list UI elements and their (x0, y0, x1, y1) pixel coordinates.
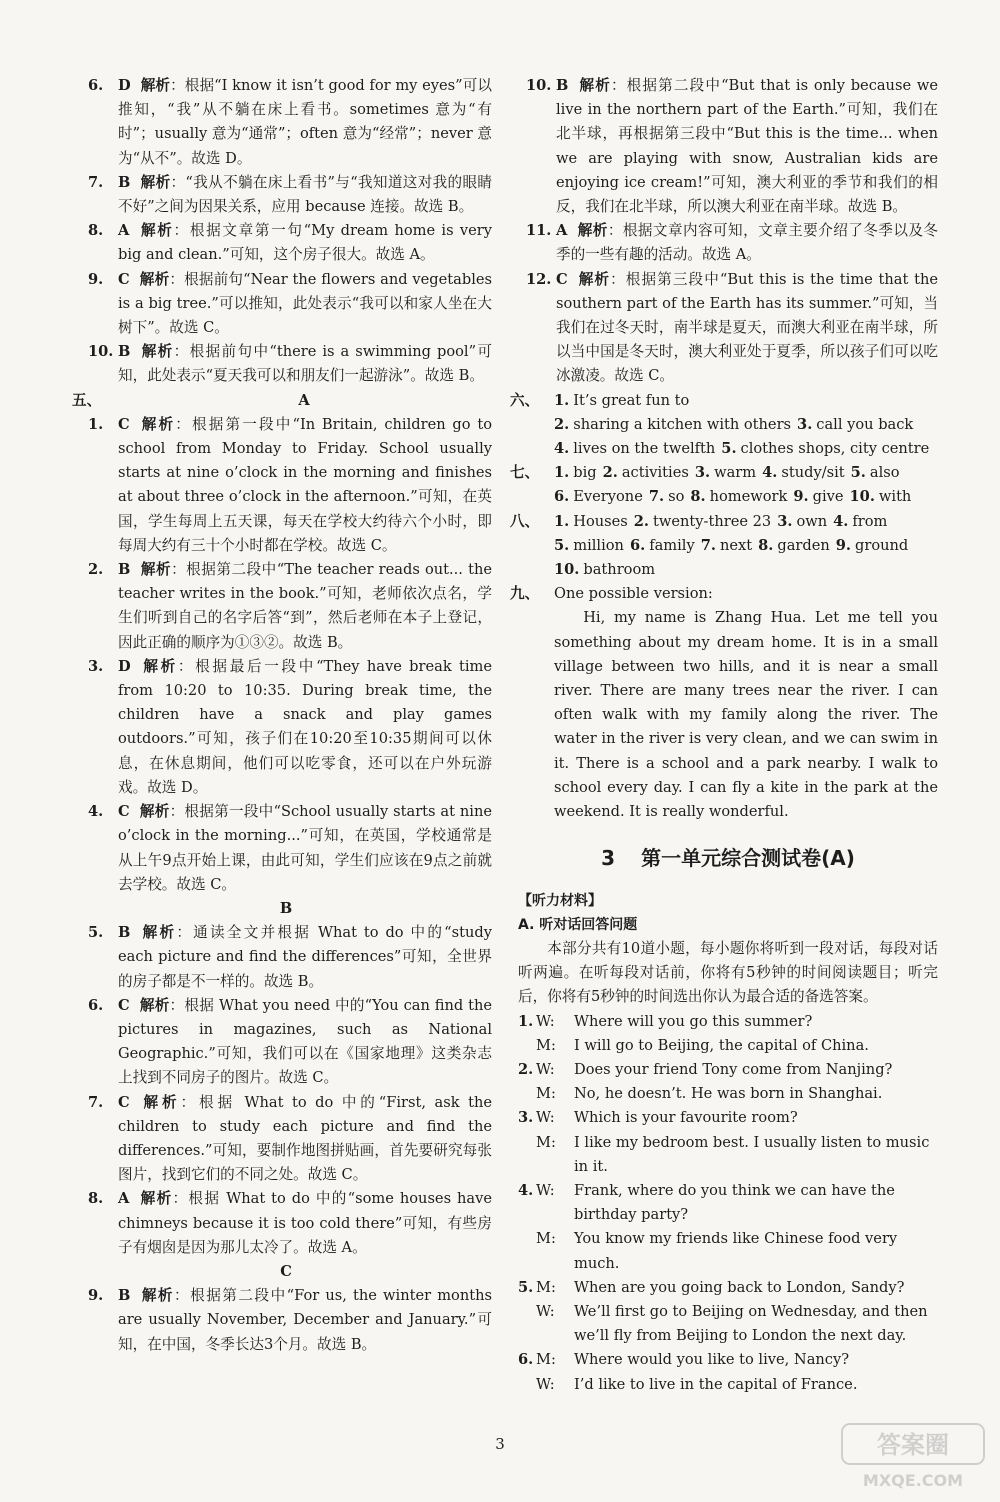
short-answer-text: so (668, 488, 685, 506)
left-column (72, 74, 492, 1357)
dialog-line (536, 1179, 938, 1227)
dialog-line (536, 1373, 938, 1397)
section-mark: 五、 (72, 391, 102, 409)
short-answer (554, 510, 628, 534)
item-number: 7. (88, 1093, 104, 1111)
short-answer-number: 4. (554, 440, 570, 458)
short-answer (690, 485, 787, 509)
short-answer (649, 485, 685, 509)
answer-item (80, 413, 492, 558)
analysis-text: ：根据第二段中“But that is only because we live in the northern part of the Earth.”可知，我们在北半球，再根据第三段中“But this is the time... when we are playing with snow, Australian kids are enjoying ice cream!”可知，澳大利亚的季节和我们的相反，我们在北半球，所以澳大利亚在南半球。故选 B。 (556, 77, 938, 216)
short-answer-number: 3. (797, 415, 813, 433)
answer-item (80, 268, 492, 341)
analysis-text: ：根据第二段中“For us, the winter months are usually November, December and January.”可知，在中国，冬季长达3个月。故选 B。 (118, 1287, 492, 1353)
listening-intro: 本部分共有10道小题，每小题你将听到一段对话，每段对话听两遍。在听每段对话前，你将有5秒钟的时间阅读题目；听完后，你将有5秒钟的时间选出你认为最合适的备选答案。 (518, 939, 938, 1006)
answer-letter: C (118, 1093, 130, 1111)
answer-item (80, 1284, 492, 1357)
speaker-label: M: (536, 1133, 556, 1151)
part-label-b: B (279, 899, 293, 917)
dialog-text: When are you going back to London, Sandy? (574, 1278, 905, 1296)
analysis-label: 解析 (140, 657, 178, 675)
answer-letter: A (556, 222, 568, 240)
short-answer (554, 558, 655, 582)
section-mark: 六、 (510, 391, 540, 409)
answer-list-part-b (80, 921, 492, 1260)
answer-letter: A (118, 1190, 130, 1208)
item-number: 8. (88, 1190, 104, 1208)
short-answer-number: 6. (554, 488, 570, 506)
answer-letter: D (118, 77, 131, 94)
answer-letter: C (118, 270, 130, 288)
short-answer-number: 8. (690, 488, 706, 506)
short-answer-text: ground (855, 536, 909, 554)
dialog-text: Where would you like to live, Nancy? (574, 1351, 850, 1369)
part-label-a: A (298, 391, 310, 409)
short-answer-number: 3. (777, 512, 793, 530)
short-answer-number: 7. (700, 536, 716, 554)
short-answer-text: Everyone (573, 488, 643, 506)
short-answer-number: 10. (849, 488, 875, 506)
item-number: 11. (526, 222, 552, 240)
dialog-number: 4. (518, 1181, 534, 1199)
analysis-text: ：根据 What to do 中的“First, ask the children to study each picture and find the differences.”可知，要制作地图拼贴画，首先要研究每张图片，找到它们的不同之处。故选 C。 (118, 1093, 492, 1184)
analysis-label: 解析 (140, 343, 174, 361)
short-answer (850, 485, 912, 509)
dialog-item (518, 1010, 938, 1058)
answer-item (80, 558, 492, 655)
short-answer-text: call you back (816, 415, 914, 433)
analysis-label: 解析 (139, 1190, 173, 1208)
dialog-number: 1. (518, 1012, 534, 1030)
short-answer (630, 534, 695, 558)
analysis-text: ：根据文章内容可知，文章主要介绍了冬季以及冬季的一些有趣的活动。故选 A。 (556, 222, 938, 264)
analysis-text: ：根据第三段中“But this is the time that the southern part of the Earth has its summer.”可知，当我们在过冬天时，南半球是夏天，而澳大利亚在南半球，所以当中国是冬天时，澳大利亚处于夏季，所以孩子们可以吃冰激凌。故选 C。 (556, 270, 938, 385)
analysis-label: 解析 (139, 270, 170, 288)
short-answer-number: 5. (554, 536, 570, 554)
dialog-item (518, 1348, 938, 1396)
analysis-text: ：“我从不躺在床上看书”与“我知道这对我的眼睛不好”之间为因果关系，应用 because 连接。故选 B。 (118, 173, 492, 216)
short-answer-number: 1. (554, 464, 570, 482)
speaker-label: W: (536, 1060, 555, 1078)
item-number: 10. (88, 343, 114, 361)
analysis-text: ：根据第二段中“The teacher reads out... the teacher writes in the book.”可知，老师依次点名，学生们听到自己的名字后答“到”，然后老师在本子上登记，因此正确的顺序为①③②。故选 B。 (118, 561, 492, 651)
dialog-text: I will go to Beijing, the capital of China. (574, 1036, 869, 1054)
dialog-number: 5. (518, 1278, 534, 1296)
speaker-label: M: (536, 1278, 556, 1296)
analysis-label: 解析 (577, 270, 611, 288)
short-answer-text: with (878, 488, 912, 506)
watermark-line1: 答案圈 (877, 1431, 949, 1459)
short-answer-text: also (869, 464, 900, 482)
speaker-label: W: (536, 1109, 555, 1127)
short-answer-text: million (573, 536, 624, 554)
dialog-text: I’d like to live in the capital of France. (574, 1375, 858, 1393)
analysis-text: ：根据最后一段中“They have break time from 10:20 to 10:35. During break time, the children have a snack and play games outdoors.”可知，孩子们在10:20至10:35期间可以休息，在休息期间，他们可以吃零食，还可以在户外玩游戏。故选 D。 (118, 657, 492, 796)
dialog-line (536, 1106, 938, 1130)
item-number: 12. (526, 270, 552, 288)
answer-item (80, 994, 492, 1091)
analysis-label: 解析 (578, 77, 611, 94)
answer-item (518, 268, 938, 389)
section-mark: 九、 (510, 585, 540, 603)
short-answer-text: big (573, 464, 597, 482)
short-answer-text: bathroom (583, 561, 656, 579)
answer-letter: B (118, 561, 131, 579)
item-number: 8. (88, 222, 104, 240)
answer-item (80, 1091, 492, 1188)
short-answer-number: 10. (554, 561, 580, 579)
item-number: 4. (88, 803, 104, 821)
dialog-item (518, 1106, 938, 1179)
dialog-number: 2. (518, 1060, 534, 1078)
analysis-label: 解析 (139, 222, 174, 240)
answer-list-part-a (80, 413, 492, 897)
dialog-text: Frank, where do you think we can have the birthday party? (574, 1181, 895, 1224)
dialog-text: Does your friend Tony come from Nanjing? (574, 1060, 893, 1078)
short-answer-text: Houses (573, 512, 628, 530)
dialog-text: No, he doesn’t. He was born in Shanghai. (574, 1085, 883, 1103)
short-answer (777, 510, 827, 534)
short-answer-text: give (812, 488, 844, 506)
speaker-label: M: (536, 1230, 556, 1248)
short-answer (836, 534, 909, 558)
short-answer-text: sharing a kitchen with others (573, 415, 792, 433)
short-answer-number: 2. (602, 464, 618, 482)
item-number: 6. (88, 77, 104, 94)
analysis-label: 解析 (139, 996, 170, 1014)
short-answer-text: homework (709, 488, 788, 506)
short-answer-text: from (852, 512, 888, 530)
short-answer-number: 1. (554, 512, 570, 530)
short-answer (851, 461, 900, 485)
short-answer (554, 389, 689, 413)
answer-letter: B (118, 173, 131, 191)
short-answer-text: It’s great fun to (573, 391, 690, 409)
dialog-line (536, 1131, 938, 1179)
dialog-text: Which is your favourite room? (574, 1109, 798, 1127)
short-answer (793, 485, 843, 509)
answer-letter: C (118, 415, 130, 433)
dialog-line (536, 1058, 938, 1082)
short-answer (554, 534, 624, 558)
analysis-text: ：根据前句“Near the flowers and vegetables is a big tree.”可以推知，此处表示“我可以和家人坐在大树下”。故选 C。 (118, 270, 492, 337)
analysis-label: 解析 (577, 222, 608, 240)
answer-letter: B (118, 343, 131, 361)
short-answer-number: 9. (793, 488, 809, 506)
item-number: 9. (88, 1287, 104, 1305)
answer-letter: D (118, 657, 131, 675)
answer-item (80, 655, 492, 800)
item-number: 1. (88, 415, 104, 433)
dialog-number: 6. (518, 1351, 534, 1369)
answer-item (80, 171, 492, 219)
short-answer (554, 461, 597, 485)
test-title (518, 846, 938, 870)
listening-subhead: A. 听对话回答问题 (518, 916, 638, 933)
short-answer-number: 4. (762, 464, 778, 482)
analysis-text: ：根据第一段中“School usually starts at nine o’clock in the morning...”可知，在英国，学校通常是从上午9点开始上课，由此可知，学生们应该在9点之前就去学校。故选 C。 (118, 803, 492, 893)
page-number: 3 (495, 1435, 505, 1453)
short-answer-number: 7. (648, 488, 665, 506)
short-answer (603, 461, 689, 485)
item-number: 5. (88, 924, 104, 942)
section-seven-items (554, 461, 938, 509)
short-answer (554, 485, 643, 509)
watermark-line2: MXQE.COM (862, 1471, 964, 1490)
dialog-line (536, 1010, 938, 1034)
short-answer-text: warm (714, 464, 757, 482)
item-number: 2. (88, 561, 104, 579)
watermark-logo (838, 1420, 988, 1492)
short-answer-number: 3. (694, 464, 711, 482)
dialog-text: You know my friends like Chinese food very much. (574, 1230, 898, 1272)
analysis-text: ：根据第一段中“In Britain, children go to school from Monday to Friday. School usually starts at nine o’clock in the morning and finishes at about three o’clock in the afternoon.”可知，在英国，学生每周上五天课，每天在学校大约待六个小时，即每周大约有三十个小时都在学校。故选 C。 (118, 415, 492, 554)
analysis-label: 解析 (140, 77, 171, 94)
analysis-text: ：根据“I know it isn’t good for my eyes”可以推知，“我”从不躺在床上看书。sometimes 意为“有时”；usually 意为“通常”；often 意为“经常”；never 意为“从不”。故选 D。 (118, 77, 492, 167)
answer-letter: C (556, 270, 568, 288)
answer-letter: C (118, 996, 130, 1014)
essay-heading: One possible version: (554, 585, 713, 603)
short-answer-text: study/sit (781, 464, 845, 482)
dialog-list (518, 1010, 938, 1397)
analysis-label: 解析 (140, 173, 171, 191)
short-answer-text: own (796, 512, 828, 530)
short-answer (797, 413, 913, 437)
analysis-text: ：根据文章第一句“My dream home is very big and clean.”可知，这个房子很大。故选 A。 (118, 222, 492, 264)
answer-letter: B (118, 1287, 131, 1305)
short-answer-text: clothes shops, city centre (740, 440, 930, 458)
short-answer-number: 9. (835, 536, 852, 554)
dialog-number: 3. (518, 1109, 534, 1127)
speaker-label: M: (536, 1036, 556, 1054)
short-answer-number: 4. (833, 512, 849, 530)
title-number: 3 (601, 846, 616, 871)
short-answer-number: 5. (850, 464, 866, 482)
short-answer (634, 510, 771, 534)
listening-tag: 【听力材料】 (518, 892, 602, 909)
analysis-text: ：根据 What to do 中的“some houses have chimneys because it is too cold there”可知，有些房子有烟囱是因为那儿太冷了。故选 A。 (118, 1190, 492, 1256)
short-answer (701, 534, 752, 558)
dialog-text: We’ll first go to Beijing on Wednesday, and then we’ll fly from Beijing to London the next day. (574, 1302, 928, 1345)
analysis-label: 解析 (140, 561, 172, 579)
dialog-line (536, 1276, 938, 1300)
dialog-item (518, 1058, 938, 1106)
speaker-label: W: (536, 1302, 555, 1320)
section-five-heading (72, 389, 492, 413)
section-eight-items (554, 510, 938, 583)
short-answer-number: 1. (554, 391, 570, 409)
speaker-label: W: (536, 1012, 555, 1030)
short-answer (762, 461, 845, 485)
analysis-label: 解析 (140, 1287, 175, 1305)
answer-item (80, 1187, 492, 1260)
answer-list-continued (80, 74, 492, 389)
item-number: 10. (526, 77, 552, 94)
analysis-text: ：通读全文并根据 What to do 中的“study each picture and find the differences”可知，全世界的房子都是不一样的。故选 B。 (118, 924, 492, 990)
short-answer (554, 437, 715, 461)
dialog-line (536, 1227, 938, 1275)
short-answer (833, 510, 887, 534)
answer-item (80, 74, 492, 171)
dialog-line (536, 1348, 938, 1372)
item-number: 3. (88, 657, 104, 675)
short-answer (554, 413, 791, 437)
short-answer-text: twenty-three 23 (653, 512, 772, 530)
section-nine (510, 582, 938, 824)
section-six (510, 389, 938, 462)
item-number: 6. (88, 996, 104, 1014)
dialog-item (518, 1276, 938, 1349)
dialog-text: I like my bedroom best. I usually listen to music in it. (574, 1133, 930, 1175)
dialog-item (518, 1179, 938, 1276)
short-answer (758, 534, 830, 558)
answer-item (80, 921, 492, 994)
short-answer-number: 5. (721, 440, 737, 458)
short-answer-text: lives on the twelfth (573, 440, 716, 458)
answer-list-part-c (80, 1284, 492, 1357)
short-answer-text: garden (777, 536, 830, 554)
short-answer-number: 8. (758, 536, 774, 554)
short-answer-text: family (649, 536, 695, 554)
analysis-label: 解析 (139, 415, 176, 433)
answer-item (80, 340, 492, 388)
short-answer-number: 2. (633, 512, 650, 530)
analysis-label: 解析 (140, 924, 177, 942)
speaker-label: M: (536, 1351, 556, 1369)
dialog-line (536, 1034, 938, 1058)
dialog-text: Where will you go this summer? (574, 1012, 813, 1030)
dialog-line (536, 1300, 938, 1348)
analysis-text: ：根据前句中“there is a swimming pool”可知，此处表示“夏天我可以和朋友们一起游泳”。故选 B。 (118, 343, 492, 385)
item-number: 7. (88, 173, 104, 191)
analysis-label: 解析 (139, 1093, 181, 1111)
answer-item (80, 800, 492, 897)
answer-list-right (518, 74, 938, 389)
short-answer-text: next (719, 536, 753, 554)
answer-letter: A (118, 222, 130, 240)
short-answer-text: activities (621, 464, 689, 482)
section-seven (510, 461, 938, 509)
speaker-label: W: (536, 1181, 555, 1199)
essay-text: Hi, my name is Zhang Hua. Let me tell you something about my dream home. It is in a small village between two hills, and it is near a small river. There are many trees near the river. I can often walk with my family along the river. The water in the river is very clean, and we can swim in it. There is a school and a park nearby. I walk to school every day. I can fly a kite in the park at the weekend. It is really wonderful. (554, 609, 938, 821)
item-number: 9. (88, 270, 104, 288)
answer-item (518, 74, 938, 219)
answer-letter: B (556, 77, 569, 94)
right-column (510, 74, 938, 1397)
section-eight (510, 510, 938, 583)
speaker-label: M: (536, 1085, 556, 1103)
short-answer (721, 437, 929, 461)
section-mark: 八、 (510, 512, 540, 530)
title-text: 第一单元综合测试卷(A) (641, 846, 855, 871)
short-answer-number: 2. (554, 415, 570, 433)
analysis-text: ：根据 What you need 中的“You can find the pictures in magazines, such as National Geographic.”可知，我们可以在《国家地理》这类杂志上找到不同房子的图片。故选 C。 (118, 996, 492, 1087)
section-mark: 七、 (510, 464, 540, 482)
answer-item (80, 219, 492, 267)
short-answer-number: 6. (629, 536, 646, 554)
analysis-label: 解析 (139, 803, 170, 821)
answer-letter: C (118, 803, 130, 821)
short-answer (695, 461, 756, 485)
speaker-label: W: (536, 1375, 555, 1393)
answer-item (518, 219, 938, 267)
part-label-c: C (280, 1262, 292, 1280)
section-six-items (554, 389, 938, 462)
answer-letter: B (118, 924, 131, 942)
dialog-line (536, 1082, 938, 1106)
